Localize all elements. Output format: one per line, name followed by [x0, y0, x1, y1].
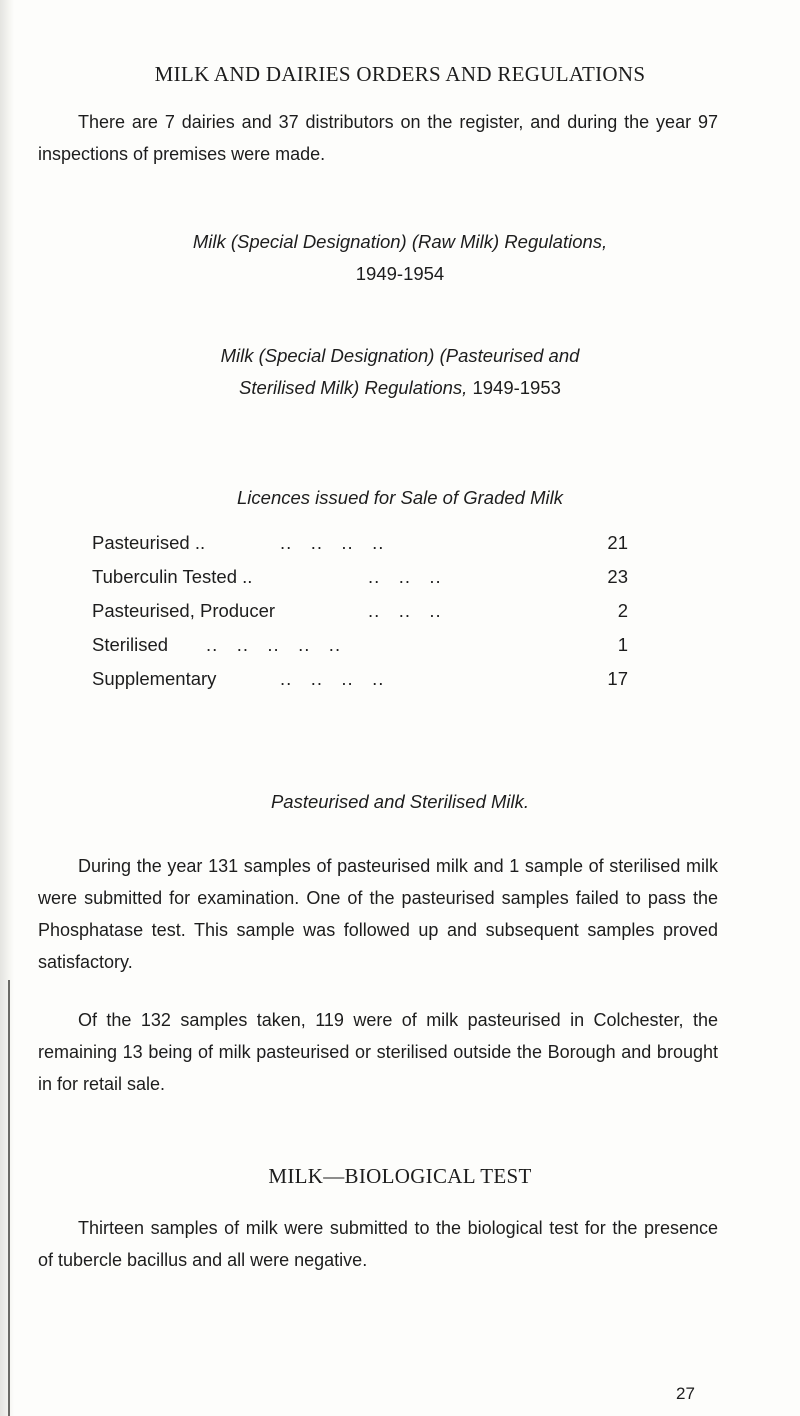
licence-count: 1 — [617, 634, 628, 655]
licence-row-tuberculin-tested — [92, 566, 628, 600]
licences-table — [92, 532, 628, 702]
biological-test-paragraph: Thirteen samples of milk were submitted to the biological test for the presence of tubercle bacillus and all were negative. — [38, 1218, 718, 1270]
licence-label: Sterilised — [92, 634, 169, 655]
leader-dots: .. .. .. .. — [280, 532, 385, 553]
licence-row-supplementary — [92, 668, 628, 702]
licence-label: Tuberculin Tested .. — [92, 566, 253, 587]
binding-line — [8, 980, 10, 1416]
page-edge-shadow — [0, 0, 14, 1416]
licence-count: 23 — [607, 566, 628, 587]
pasteurised-paragraph-1: During the year 131 samples of pasteurised milk and 1 sample of sterilised milk were submitted for examination. One of the pasteurised samples failed to pass the Phosphatase test. This sample was followed up and subsequent samples proved satisfactory. — [38, 856, 718, 972]
licence-count: 17 — [607, 668, 628, 689]
regulation-title-raw-milk-line1: Milk (Special Designation) (Raw Milk) Regulations, — [192, 231, 608, 252]
licence-label: Supplementary — [92, 668, 217, 689]
intro-paragraph: There are 7 dairies and 37 distributors on the register, and during the year 97 inspections of premises were made. — [38, 112, 718, 164]
regulation-title-pasteurised-line1: Milk (Special Designation) (Pasteurised and — [220, 345, 580, 366]
regulation-title-raw-milk — [0, 226, 800, 290]
pasteurised-sterilised-title: Pasteurised and Sterilised Milk. — [270, 791, 530, 812]
biological-test-heading: MILK—BIOLOGICAL TEST — [268, 1164, 532, 1188]
licence-count: 2 — [617, 600, 628, 621]
leader-dots: .. .. .. — [368, 600, 442, 621]
regulation-title-pasteurised-years: 1949-1953 — [467, 377, 561, 398]
regulation-title-raw-milk-line2: 1949-1954 — [355, 263, 445, 284]
pasteurised-paragraph-2: Of the 132 samples taken, 119 were of milk pasteurised in Colchester, the remaining 13 being of milk pasteurised or sterilised outside the Borough and brought in for retail sale. — [38, 1010, 718, 1094]
regulation-title-pasteurised-line2 — [0, 372, 800, 404]
licence-row-sterilised — [92, 634, 628, 668]
page-number: 27 — [676, 1384, 695, 1403]
licence-row-pasteurised-producer — [92, 600, 628, 634]
regulation-title-pasteurised-line2-italic: Sterilised Milk) Regulations, — [239, 377, 468, 398]
licence-count: 21 — [607, 532, 628, 553]
licences-title: Licences issued for Sale of Graded Milk — [237, 487, 563, 508]
regulation-title-pasteurised — [0, 340, 800, 404]
leader-dots: .. .. .. .. .. — [206, 634, 342, 655]
licence-label: Pasteurised, Producer — [92, 600, 276, 621]
leader-dots: .. .. .. — [368, 566, 442, 587]
licence-label: Pasteurised .. — [92, 532, 206, 553]
page-heading: MILK AND DAIRIES ORDERS AND REGULATIONS — [154, 62, 646, 86]
leader-dots: .. .. .. .. — [280, 668, 385, 689]
licence-row-pasteurised — [92, 532, 628, 566]
